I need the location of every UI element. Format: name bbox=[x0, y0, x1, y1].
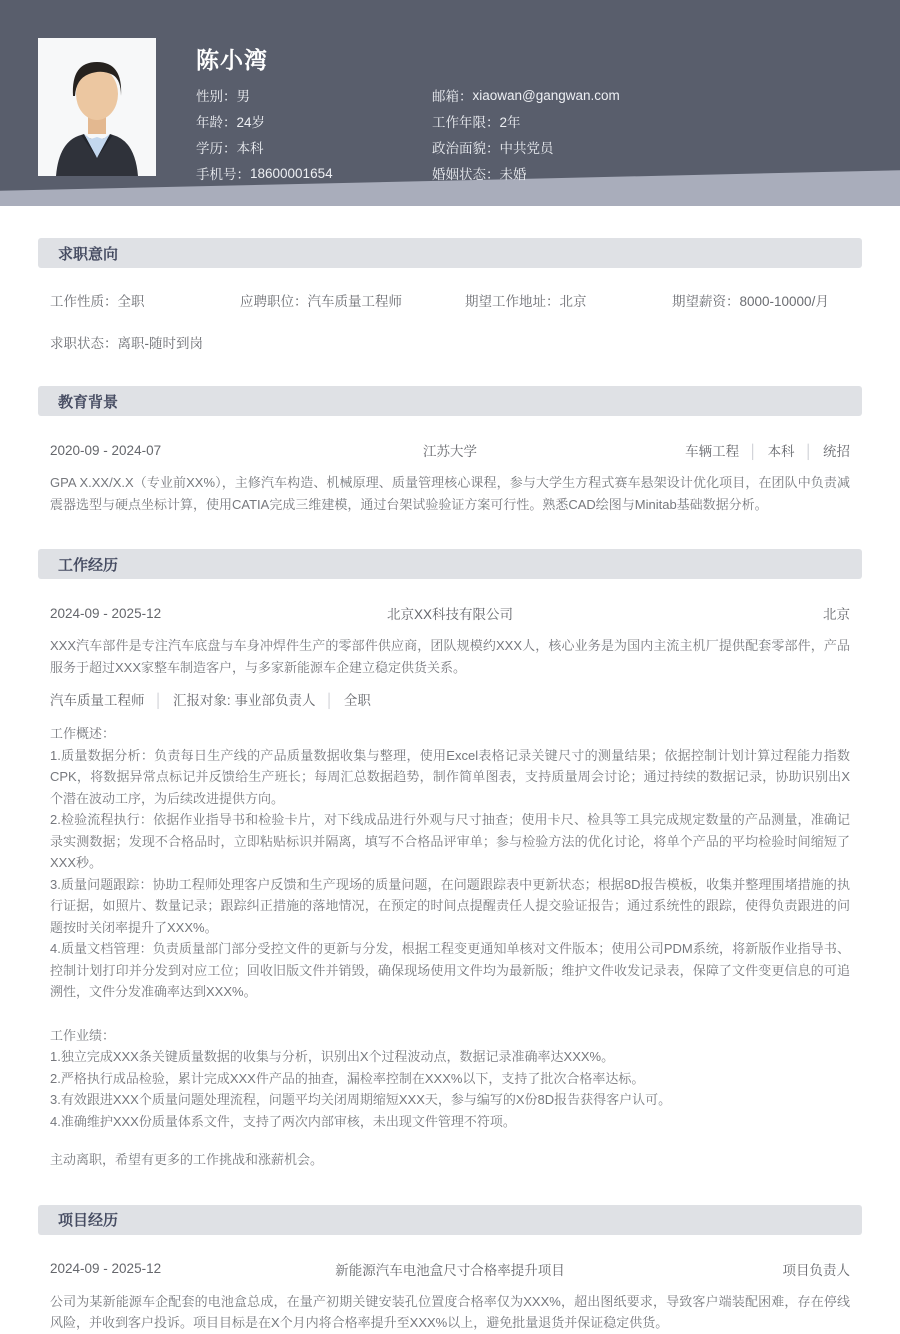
job-intent-row1 bbox=[50, 290, 850, 310]
work-overview-title: 工作概述： bbox=[50, 726, 116, 741]
education-degree: │ 本科 bbox=[739, 444, 794, 459]
info-marital-status: 婚姻状态： 未婚 bbox=[432, 167, 527, 182]
education-tags bbox=[477, 440, 850, 460]
intent-salary: 期望薪资：8000-10000/月 bbox=[672, 294, 829, 309]
work-role-row bbox=[50, 689, 850, 709]
work-location: 北京 bbox=[823, 607, 850, 622]
profile-photo bbox=[38, 38, 156, 176]
project-meta-row bbox=[50, 1259, 850, 1279]
info-gender: 性别： 男 bbox=[196, 89, 250, 104]
work-overview-item: 1.质量数据分析：负责每日生产线的产品质量数据收集与整理，使用Excel表格记录关键尺寸的测量结果；依据控制计划计算过程能力指数CPK，将数据异常点标记并反馈给生产班长；每周汇总数据趋势，制作简单图表，支持质量周会讨论；通过持续的数据记录，协助识别出X个潜在波动工序，为后续改进提供方向。 bbox=[50, 747, 850, 806]
resume-body bbox=[0, 238, 900, 1334]
work-section bbox=[38, 603, 862, 1171]
work-overview-item: 3.质量问题跟踪：协助工程师处理客户反馈和生产现场的质量问题，在问题跟踪表中更新状态；根据8D报告模板，收集并整理围堵措施的执行证据，如照片、数量记录；跟踪纠正措施的落地情况，在预定的时间点提醒责任人提交验证报告；通过系统性的跟踪，使得负责跟进的问题按时关闭率提升了XXX%。 bbox=[50, 876, 850, 935]
info-political-status: 政治面貌： 中共党员 bbox=[432, 141, 554, 156]
education-section bbox=[38, 440, 862, 515]
project-role: 项目负责人 bbox=[782, 1262, 850, 1278]
intent-job-type: 工作性质：全职 bbox=[50, 294, 145, 309]
personal-info-grid bbox=[196, 82, 620, 186]
section-title-education bbox=[38, 386, 862, 416]
leave-reason: 主动离职，希望有更多的工作挑战和涨薪机会。 bbox=[50, 1152, 324, 1167]
work-achievement-item: 2.严格执行成品检验，累计完成XXX件产品的抽查，漏检率控制在XXX%以下，支持了批次合格率达标。 bbox=[50, 1070, 645, 1086]
work-achievements-block bbox=[50, 1025, 850, 1133]
job-intent-section bbox=[38, 290, 862, 352]
project-period: 2024-09 - 2025-12 bbox=[50, 1261, 162, 1276]
education-major: 车辆工程 bbox=[685, 444, 740, 459]
education-school: 江苏大学 bbox=[423, 444, 477, 459]
section-title-text: 项目经历 bbox=[58, 1212, 119, 1229]
education-meta-row bbox=[50, 440, 850, 460]
work-role-title: 汽车质量工程师 bbox=[50, 693, 145, 708]
section-title-project bbox=[38, 1205, 862, 1235]
work-overview-item: 4.质量文档管理：负责质量部门部分受控文件的更新与分发，根据工程变更通知单核对文件版本；使用公司PDM系统，将新版作业指导书、控制计划打印并分发到对应工位；回收旧版文件并销毁，确保现场使用文件均为最新版；维护文件收发记录表，保障了文件变更信息的可追溯性，文件分发准确率达到XXX%。 bbox=[50, 941, 850, 999]
work-overview-block bbox=[50, 723, 850, 1003]
intent-position: 应聘职位：汽车质量工程师 bbox=[240, 294, 402, 309]
info-degree: 学历： 本科 bbox=[196, 141, 264, 156]
section-title-text: 工作经历 bbox=[58, 556, 119, 574]
project-description: 公司为某新能源车企配套的电池盒总成，在量产初期关键安装孔位置度合格率仅为XXX%，超出图纸要求，导致客户端装配困难，存在停线风险，并收到客户投诉。项目目标是在X个月内将合格率提升至XXX%以上，避免批量退货并保证稳定供货。 bbox=[50, 1293, 850, 1330]
info-experience-years: 工作年限： 2年 bbox=[432, 115, 521, 130]
section-title-job-intent bbox=[38, 238, 862, 268]
intent-status: 求职状态：离职-随时到岗 bbox=[50, 336, 203, 351]
section-title-work bbox=[38, 549, 862, 579]
resume-header bbox=[0, 0, 900, 206]
info-age: 年龄： 24岁 bbox=[196, 115, 266, 130]
info-email: 邮箱： xiaowan@gangwan.com bbox=[432, 87, 620, 104]
work-achievement-item: 3.有效跟进XXX个质量问题处理流程，问题平均关闭周期缩短XXX天，参与编写的X份8D报告获得客户认可。 bbox=[50, 1092, 672, 1107]
work-achievement-item: 1.独立完成XXX条关键质量数据的收集与分析，识别出X个过程波动点，数据记录准确率达XXX%。 bbox=[50, 1049, 615, 1064]
work-achievement-item: 4.准确维护XXX份质量体系文件，支持了两次内部审核，未出现文件管理不符项。 bbox=[50, 1113, 516, 1129]
work-company: 北京XX科技有限公司 bbox=[386, 607, 513, 622]
job-intent-row2 bbox=[50, 332, 850, 352]
work-employment-type: │ 全职 bbox=[315, 693, 370, 708]
section-title-text: 求职意向 bbox=[58, 245, 119, 263]
project-name: 新能源汽车电池盒尺寸合格率提升项目 bbox=[335, 1262, 565, 1278]
section-title-text: 教育背景 bbox=[58, 393, 119, 411]
education-admission-type: │ 统招 bbox=[795, 444, 850, 459]
intent-location: 期望工作地址：北京 bbox=[465, 294, 587, 309]
project-section bbox=[38, 1259, 862, 1334]
education-description: GPA X.XX/X.X（专业前XX%），主修汽车构造、机械原理、质量管理核心课程，参与大学生方程式赛车悬架设计优化项目，在团队中负责减震器选型与硬点坐标计算，使用CATIA完成三维建模，通过台架试验验证方案可行性。熟悉CAD绘图与Minitab基础数据分析。 bbox=[50, 475, 850, 512]
work-report-to: │ 汇报对象: 事业部负责人 bbox=[145, 693, 316, 708]
info-phone: 手机号： 18600001654 bbox=[196, 165, 333, 182]
work-achievements-title: 工作业绩： bbox=[50, 1027, 116, 1043]
education-period: 2020-09 - 2024-07 bbox=[50, 442, 162, 458]
work-period: 2024-09 - 2025-12 bbox=[50, 605, 162, 621]
avatar bbox=[38, 38, 156, 176]
work-meta-row bbox=[50, 603, 850, 623]
work-overview-item: 2.检验流程执行：依据作业指导书和检验卡片，对下线成品进行外观与尺寸抽查；使用卡尺、检具等工具完成规定数量的产品测量，准确记录实测数据；发现不合格品时，立即粘贴标识并隔离，填写不合格品评审单；参与检验方法的优化讨论，将单个产品的平均检验时间缩短了XXX秒。 bbox=[50, 812, 850, 870]
company-intro: XXX汽车部件是专注汽车底盘与车身冲焊件生产的零部件供应商，团队规模约XXX人，核心业务是为国内主流主机厂提供配套零部件，产品服务于超过XXX家整车制造客户，与多家新能源车企建立稳定供货关系。 bbox=[50, 638, 850, 675]
candidate-name: 陈小湾 bbox=[196, 47, 268, 73]
